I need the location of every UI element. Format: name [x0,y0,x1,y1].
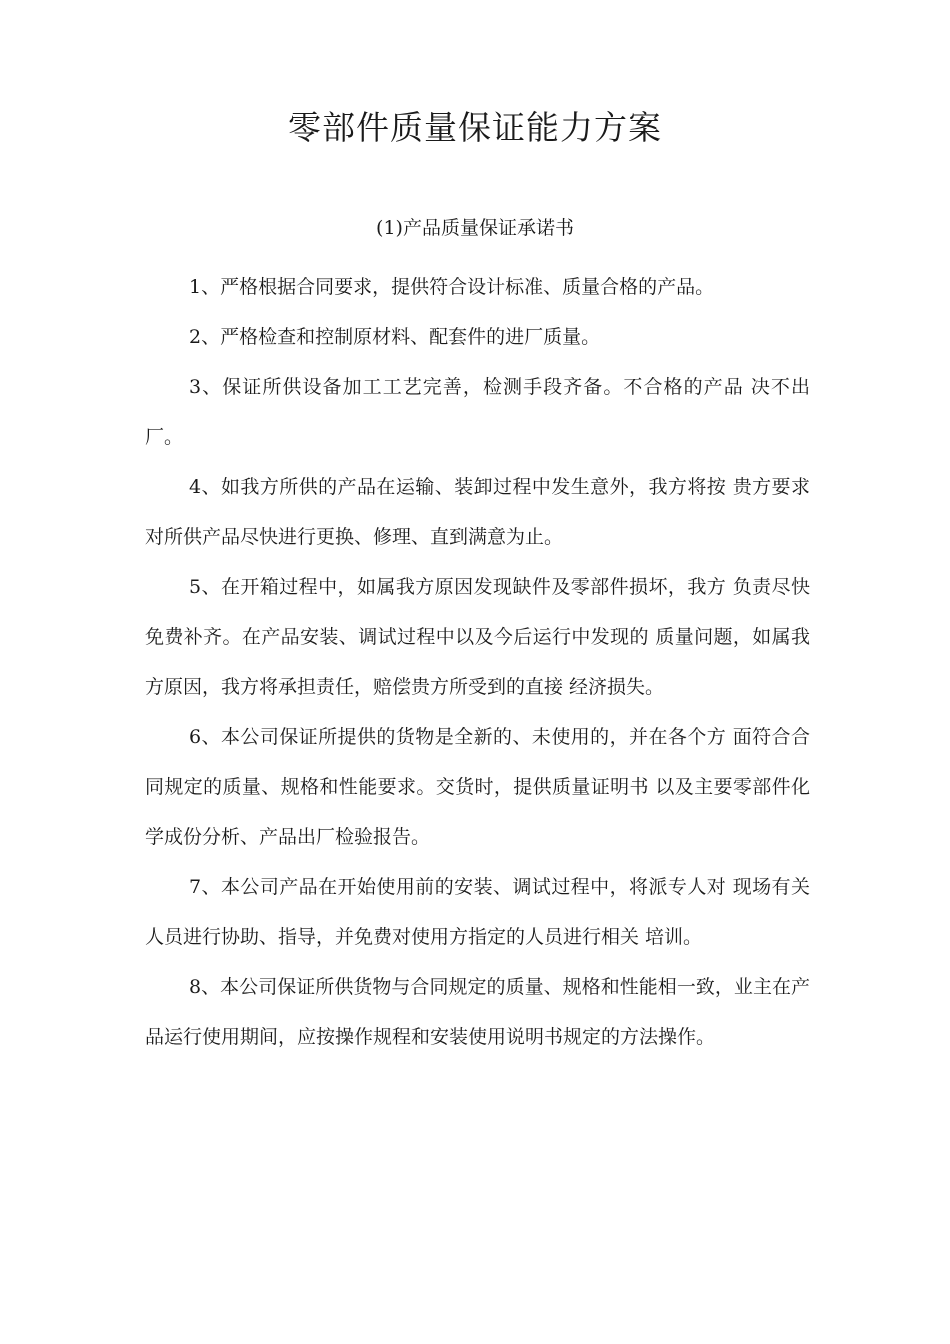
paragraph-5: 5、在开箱过程中，如属我方原因发现缺件及零部件损坏，我方 负责尽快免费补齐。在产品安装、调试过程中以及今后运行中发现的 质量问题，如属我方原因，我方将承担责任，赔偿贵方所受到的直接 经济损失。 [145,576,810,698]
paragraph-2: 2、严格检查和控制原材料、配套件的进厂质量。 [189,326,601,348]
paragraph-1: 1、严格根据合同要求，提供符合设计标准、质量合格的产品。 [189,276,715,298]
paragraph-3: 3、保证所供设备加工工艺完善，检测手段齐备。不合格的产品 决不出厂。 [145,376,810,448]
paragraph-7: 7、本公司产品在开始使用前的安装、调试过程中，将派专人对 现场有关人员进行协助、指导，并免费对使用方指定的人员进行相关 培训。 [145,876,810,948]
document-title: 零部件质量保证能力方案 [288,108,662,147]
paragraph-6: 6、本公司保证所提供的货物是全新的、未使用的，并在各个方 面符合合同规定的质量、规格和性能要求。交货时，提供质量证明书 以及主要零部件化学成份分析、产品出厂检验报告。 [145,726,810,848]
section-heading: (1)产品质量保证承诺书 [376,217,574,239]
paragraph-4: 4、如我方所供的产品在运输、装卸过程中发生意外，我方将按 贵方要求对所供产品尽快进行更换、修理、直到满意为止。 [145,476,810,548]
document-body [145,262,810,1062]
paragraph-8: 8、本公司保证所供货物与合同规定的质量、规格和性能相一致，业主在产品运行使用期间，应按操作规程和安装使用说明书规定的方法操作。 [145,976,810,1048]
